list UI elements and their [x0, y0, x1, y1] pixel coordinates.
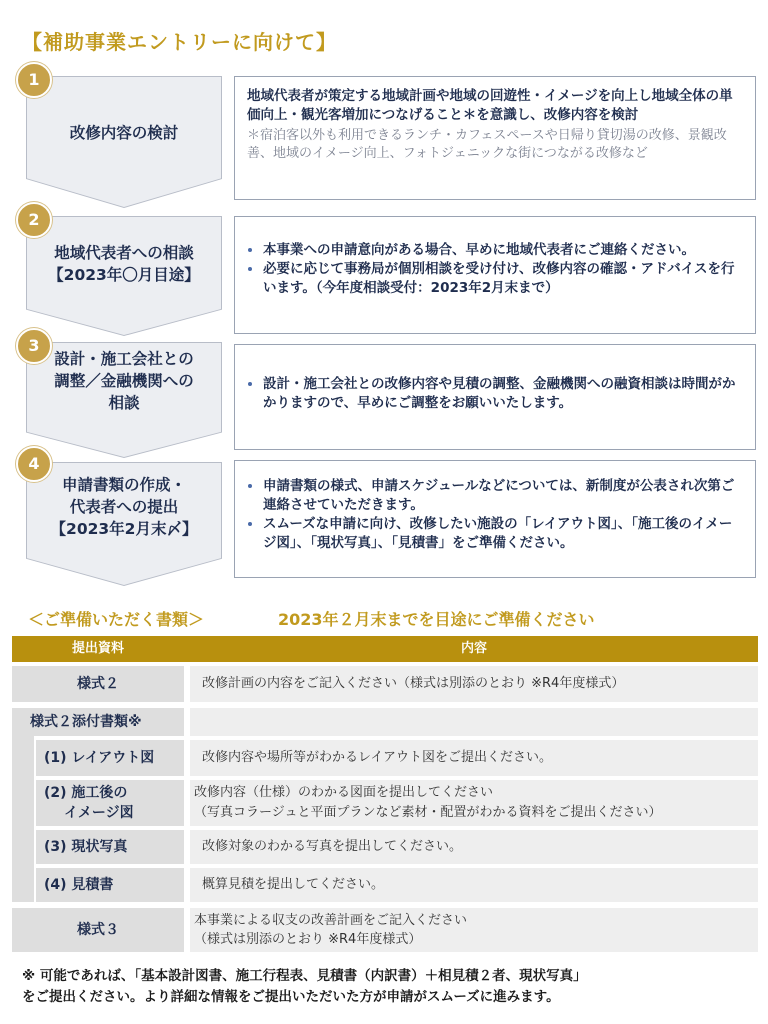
row-name [36, 780, 184, 826]
step-4-bullet: • 申請書類の様式、申請スケジュールなどについては、新制度が公表され次第ご連絡させていただきます。 [263, 477, 743, 515]
footer-note [22, 966, 752, 1008]
table-row [12, 868, 758, 902]
step-4-label [26, 474, 222, 540]
footer-line2: をご提出ください。より詳細な情報をご提出いただいた方が申請がスムーズに進みます。 [22, 989, 560, 1005]
row-name: 様式３ [12, 908, 184, 952]
table-row [12, 740, 758, 776]
step-2-bullet: • 本事業への申請意向がある場合、早めに地域代表者にご連絡ください。 [263, 241, 743, 260]
step-1-description [234, 76, 756, 200]
step-4-label-line2: 代表者への提出 [69, 498, 179, 516]
step-4-number-badge: 4 [16, 446, 52, 482]
row-name: 様式２添付書類※ [12, 708, 184, 736]
table-row [12, 908, 758, 952]
row-name: 様式２ [12, 666, 184, 702]
table-row [12, 666, 758, 702]
footer-line1: ※ 可能であれば、「基本設計図書、施工行程表、見積書（内訳書）＋相見積２者、現状写真」 [22, 968, 587, 984]
row-content [190, 780, 758, 826]
step-3-bullet: • 設計・施工会社との改修内容や見積の調整、金融機関への融資相談は時間がかかりますので、早めにご調整をお願いいたします。 [263, 375, 743, 413]
step-2-label [26, 242, 222, 286]
step-3-label [26, 348, 222, 414]
step-4-description [234, 460, 756, 578]
docs-heading: ＜ご準備いただく書類＞ [28, 610, 205, 629]
step-1-label: 改修内容の検討 [69, 124, 179, 142]
docs-deadline: 2023年２月末までを目途にご準備ください [278, 610, 595, 629]
table-row [12, 780, 758, 826]
step-3-label-line2: 調整／金融機関への [54, 372, 194, 390]
row-content [190, 908, 758, 952]
step-1-note: ＊宿泊客以外も利用できるランチ・カフェスペースや日帰り貸切湯の改修、景観改善、地域のイメージ向上、フォトジェニックな街につながる改修など [247, 128, 727, 161]
step-4-label-line1: 申請書類の作成・ [61, 476, 186, 494]
step-3-number-badge: 3 [16, 328, 52, 364]
row-name: (4) 見積書 [36, 868, 184, 902]
step-2 [26, 216, 222, 336]
page-title: 【補助事業エントリーに向けて】 [22, 30, 337, 54]
table-row [12, 708, 758, 736]
row-content [190, 708, 758, 736]
row-name: (1) レイアウト図 [36, 740, 184, 776]
table-row [12, 830, 758, 864]
step-2-number-badge: 2 [16, 202, 52, 238]
step-1-number-badge: 1 [16, 62, 52, 98]
header-submission: 提出資料 [71, 641, 124, 656]
row-content-line2: （写真コラージュと平面プランなど素材・配置がわかる資料をご提出ください） [194, 805, 662, 820]
row-name: (3) 現状写真 [36, 830, 184, 864]
step-1 [26, 76, 222, 208]
step-4-bullet: • スムーズな申請に向け、改修したい施設の「レイアウト図」、「施工後のイメージ図」、「現状写真」、「見積書」をご準備ください。 [263, 515, 743, 553]
row-content-line1: 本事業による収支の改善計画をご記入ください [194, 913, 468, 928]
row-name-line2: イメージ図 [64, 805, 134, 821]
row-content: 概算見積を提出してください。 [190, 868, 758, 902]
header-content: 内容 [460, 641, 487, 656]
step-3-label-line3: 相談 [108, 394, 140, 412]
step-3-description [234, 344, 756, 450]
row-content-line1: 改修内容（仕様）のわかる図面を提出してください [194, 785, 494, 800]
row-content-line2: （様式は別添のとおり ※R4年度様式） [194, 932, 422, 947]
step-3-label-line1: 設計・施工会社との [54, 350, 194, 368]
step-4 [26, 462, 222, 586]
row-content: 改修対象のわかる写真を提出してください。 [190, 830, 758, 864]
step-1-main-text: 地域代表者が策定する地域計画や地域の回遊性・イメージを向上し地域全体の単価向上・観光客増加につなげること＊を意識し、改修内容を検討 [247, 88, 733, 123]
step-4-label-line3: 【2023年2月末〆】 [50, 520, 198, 538]
step-2-bullet: • 必要に応じて事務局が個別相談を受け付け、改修内容の確認・アドバイスを行います。（今年度相談受付：2023年2月末まで） [263, 260, 743, 298]
row-content: 改修内容や場所等がわかるレイアウト図をご提出ください。 [190, 740, 758, 776]
step-2-description [234, 216, 756, 334]
row-name-line1: (2) 施工後の [44, 785, 128, 801]
row-content: 改修計画の内容をご記入ください（様式は別添のとおり ※R4年度様式） [190, 666, 758, 702]
step-2-label-line1: 地域代表者への相談 [54, 244, 194, 262]
table-header [12, 636, 758, 662]
step-3 [26, 342, 222, 458]
step-2-label-line2: 【2023年〇月目途】 [48, 266, 200, 284]
